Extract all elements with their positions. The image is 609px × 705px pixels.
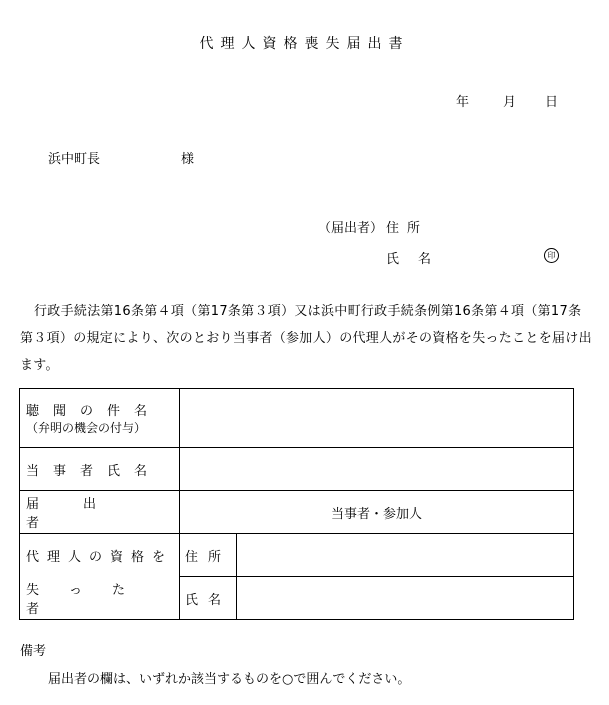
notifier-row-label: 届出者 (26, 497, 141, 531)
seal-mark: 印 (544, 248, 559, 263)
party-value-cell (180, 448, 574, 491)
table-row (20, 491, 574, 534)
agent-name-label: 氏名 (184, 592, 231, 608)
hearing-sublabel: （弁明の機会の付与） (26, 421, 147, 435)
notifier-value-cell (180, 491, 574, 534)
date-day-label: 日 (545, 95, 559, 110)
table-row (20, 534, 574, 577)
notifier-value: 当事者・参加人 (330, 506, 422, 522)
agent-label-line2: 失った者 (26, 582, 156, 617)
agent-label-cell-bottom (20, 577, 180, 620)
table-row (20, 577, 574, 620)
table-row (20, 389, 574, 448)
agent-label-line1: 代理人の資格を (26, 549, 174, 565)
agent-address-label: 住所 (184, 549, 231, 565)
party-label: 当事者氏名 (26, 463, 162, 479)
notifier-label: （届出者） (318, 221, 384, 236)
date-month-label: 月 (503, 95, 517, 110)
notification-table (19, 388, 574, 620)
notifier-address-label: 住所 (386, 221, 429, 236)
notifier-name-label: 氏名 (386, 252, 451, 267)
agent-address-label-cell (180, 534, 237, 577)
addressee-name: 浜中町長 (48, 152, 101, 167)
agent-label-cell-top (20, 534, 180, 577)
document-title: 代理人資格喪失届出書 (199, 36, 410, 52)
notes-text: 届出者の欄は、いずれか該当するものを○で囲んでください。 (48, 672, 411, 687)
addressee-honorific: 様 (181, 152, 195, 167)
table-row (20, 448, 574, 491)
agent-name-label-cell (180, 577, 237, 620)
agent-name-value-cell (237, 577, 574, 620)
party-label-cell (20, 448, 180, 491)
hearing-value-cell (180, 389, 574, 448)
body-paragraph: 行政手続法第16条第４項（第17条第３項）又は浜中町行政手続条例第16条第４項（第17条第３項）の規定により、次のとおり当事者（参加人）の代理人がその資格を失ったことを届け出ます。 (20, 304, 592, 373)
hearing-label-cell (20, 389, 180, 448)
hearing-label: 聴聞の件名 (26, 404, 162, 419)
notifier-label-cell (20, 491, 180, 534)
agent-address-value-cell (237, 534, 574, 577)
notes-title: 備考 (20, 644, 47, 659)
date-year-label: 年 (456, 95, 470, 110)
